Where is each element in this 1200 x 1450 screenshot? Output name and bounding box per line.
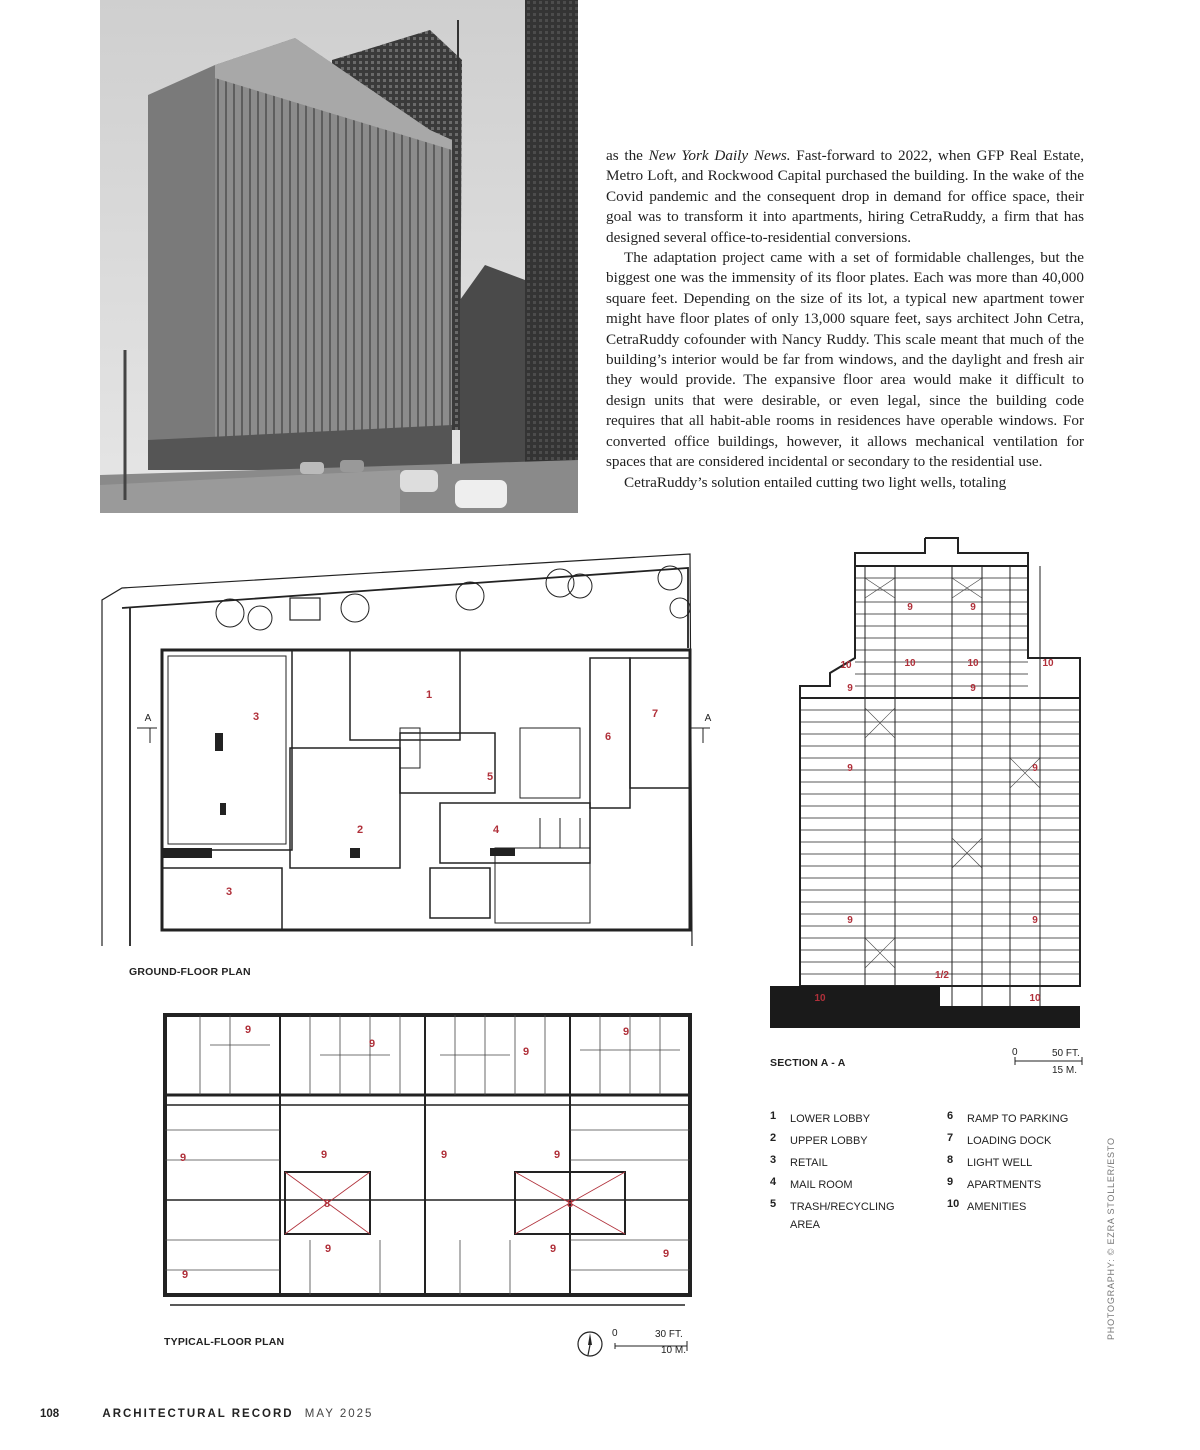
- ground-floor-plan-label: GROUND-FLOOR PLAN: [129, 966, 251, 978]
- room-number: 9: [440, 1149, 448, 1161]
- section-number: 9: [847, 683, 853, 694]
- room-number: 9: [244, 1024, 252, 1036]
- room-number: 4: [492, 824, 500, 836]
- room-number: 1: [425, 689, 433, 701]
- legend-item: 5 TRASH/RECYCLING AREA: [770, 1198, 895, 1231]
- light-well-number: 8: [566, 1198, 574, 1210]
- legend-item: 8 LIGHT WELL: [947, 1154, 1033, 1169]
- section-number: 10: [840, 660, 852, 671]
- legend-item: 9 APARTMENTS: [947, 1176, 1042, 1191]
- scale-meters: 10 M.: [661, 1345, 687, 1356]
- room-number: 5: [486, 771, 494, 783]
- room-number: 7: [651, 708, 659, 720]
- room-number: 9: [662, 1248, 670, 1260]
- section-cut-marker: A: [704, 713, 712, 724]
- section-number: 9: [970, 602, 976, 613]
- scale-zero: 0: [612, 1328, 618, 1339]
- photo-credit: PHOTOGRAPHY: © EZRA STOLLER/ESTO: [1106, 1137, 1116, 1340]
- room-number: 9: [320, 1149, 328, 1161]
- paragraph: The adaptation project came with a set of formidable challenges, but the biggest one was the immensity of its floor plates. Each was more than 40,000 square feet. Depending on the size of its lot, a typical new apartment tower might have floor plates of only 13,000 square feet, says architect John Cetra, CetraRuddy cofounder with Nancy Ruddy. This scale meant that much of the building’s interior would be far from windows, and the daylight and fresh air they would provide. The expansive floor area would make it difficult to design units that were desirable, or even legal, since the building code requires that all habit-able rooms in residences have operable windows. For converted office buildings, however, it allows mechanical ventilation for spaces that are considered incidental or secondary to the residential use.: [606, 249, 1084, 471]
- section-cut-marker: A: [144, 713, 152, 724]
- north-arrow-icon: [576, 1330, 604, 1358]
- section-number: 9: [907, 602, 913, 613]
- room-number: 2: [356, 824, 364, 836]
- section-number: 1/2: [935, 970, 949, 981]
- room-number: 9: [549, 1243, 557, 1255]
- section-drawing: [770, 538, 1082, 1030]
- room-number: 9: [181, 1269, 189, 1281]
- page-number: 108: [40, 1408, 60, 1420]
- paragraph: CetraRuddy’s solution entailed cutting two light wells, totaling: [624, 473, 1007, 491]
- room-number: 3: [252, 711, 260, 723]
- typical-floor-plan-label: TYPICAL-FLOOR PLAN: [164, 1336, 285, 1348]
- room-number: 9: [622, 1026, 630, 1038]
- section-number: 10: [967, 658, 979, 669]
- legend-item: 4 MAIL ROOM: [770, 1176, 853, 1191]
- section-number: 10: [1029, 993, 1041, 1004]
- paragraph: as the New York Daily News. Fast-forward to 2022, when GFP Real Estate, Metro Loft, and Rockwood Capital purchased the building. In the wake of the Covid pandemic and the consequent drop in demand for office space, their goal was to transform it into apartments, hiring CetraRuddy, a firm that has designed several office-to-residential conversions.: [606, 147, 1084, 246]
- section-number: 9: [847, 915, 853, 926]
- room-number: 9: [522, 1046, 530, 1058]
- section-number: 10: [904, 658, 916, 669]
- section-number: 9: [1032, 915, 1038, 926]
- page-footer: [40, 1408, 373, 1420]
- legend-item: 10 AMENITIES: [947, 1198, 1027, 1213]
- room-number: 9: [553, 1149, 561, 1161]
- section-number: 10: [814, 993, 826, 1004]
- legend-item: 2 UPPER LOBBY: [770, 1132, 868, 1147]
- section-label: SECTION A - A: [770, 1057, 846, 1069]
- legend-item: 3 RETAIL: [770, 1154, 828, 1169]
- scale-zero: 0: [1012, 1047, 1018, 1058]
- scale-meters: 15 M.: [1052, 1065, 1078, 1076]
- legend-item: 1 LOWER LOBBY: [770, 1110, 871, 1125]
- room-number: 6: [604, 731, 612, 743]
- scale-feet: 30 FT.: [655, 1329, 683, 1340]
- room-number: 9: [368, 1038, 376, 1050]
- article-body: [606, 146, 1084, 493]
- light-well-number: 8: [323, 1198, 331, 1210]
- section-number: 9: [847, 763, 853, 774]
- issue-date: MAY 2025: [304, 1408, 374, 1420]
- section-number: 9: [970, 683, 976, 694]
- room-number: 3: [225, 886, 233, 898]
- scale-feet: 50 FT.: [1052, 1048, 1080, 1059]
- section-number: 10: [1042, 658, 1054, 669]
- legend-item: 6 RAMP TO PARKING: [947, 1110, 1069, 1125]
- room-number: 9: [324, 1243, 332, 1255]
- archival-building-photo: [100, 0, 578, 513]
- room-number: 9: [179, 1152, 187, 1164]
- legend-item: 7 LOADING DOCK: [947, 1132, 1052, 1147]
- ground-floor-plan-drawing: [100, 548, 712, 948]
- section-number: 9: [1032, 763, 1038, 774]
- publication-name: ARCHITECTURAL RECORD: [102, 1408, 294, 1420]
- typical-floor-plan-drawing: [160, 1010, 695, 1315]
